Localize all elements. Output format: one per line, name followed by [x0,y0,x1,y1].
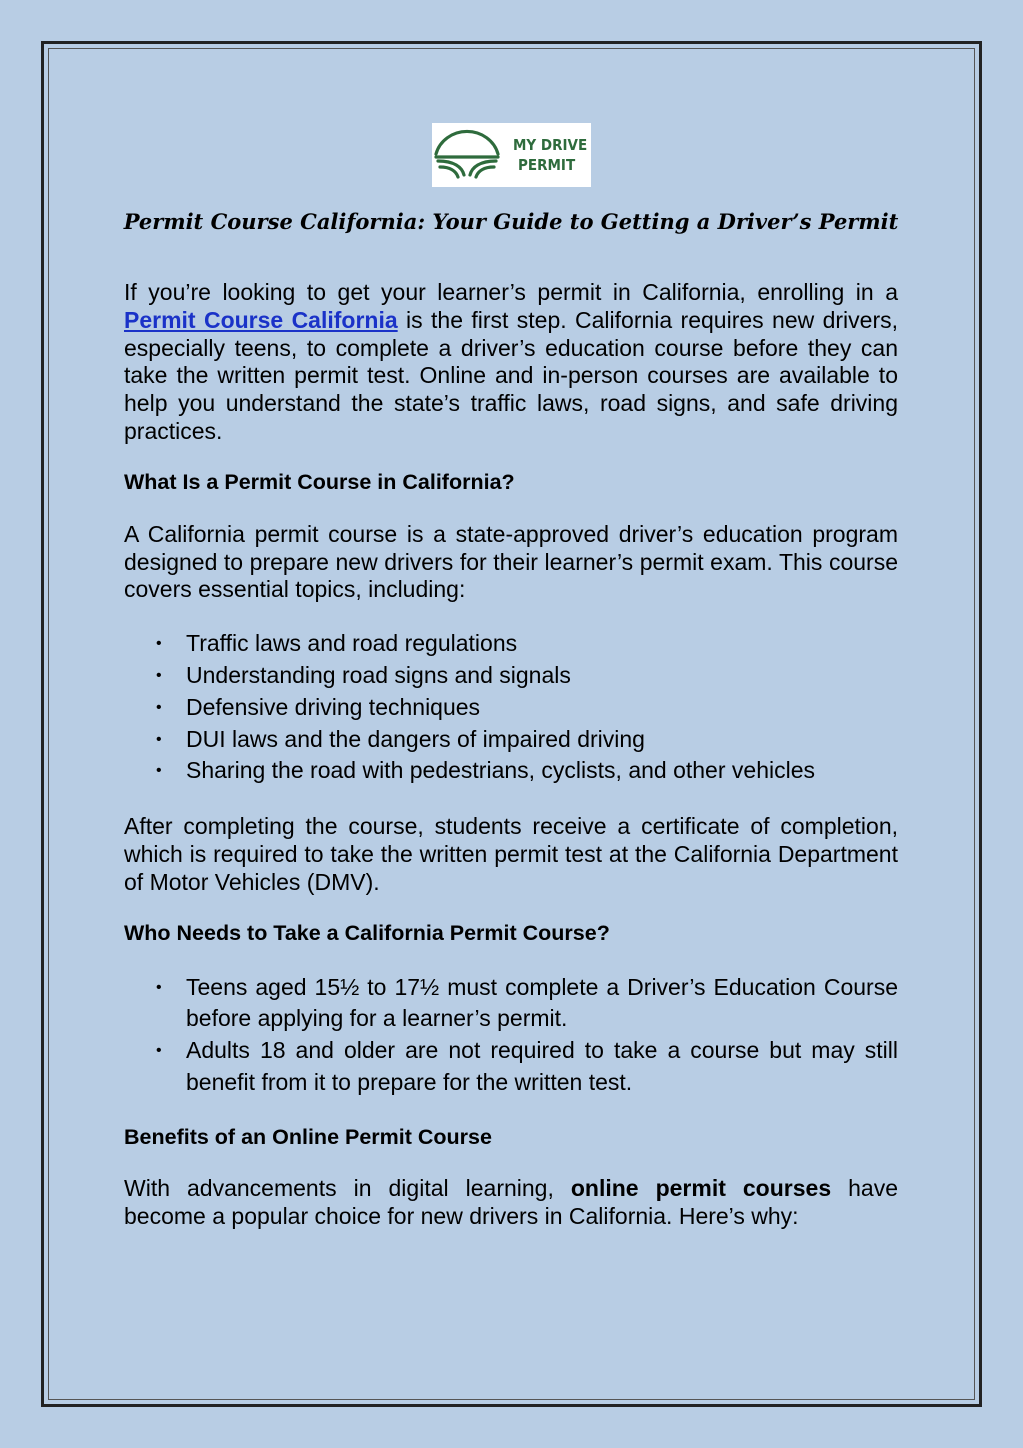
section-heading-what-is: What Is a Permit Course in California? [124,469,515,494]
logo-line1: MY DRIVE [513,136,588,154]
permit-course-california-link[interactable]: Permit Course California [124,306,398,333]
list-item: • Defensive driving techniques [124,692,898,724]
list-item: • Sharing the road with pedestrians, cyclists, and other vehicles [124,755,898,787]
online-permit-courses-bold: online permit courses [570,1174,832,1201]
intro-text-end: is the first step. California requires new drivers, especially teens, to complete a driver’s education course before they can take the written permit test. Online and in-person courses are available to help you understand the state’s traffic laws, road signs, and safe driving practices. [124,306,898,444]
section-heading-who-needs: Who Needs to Take a California Permit Course? [124,920,610,945]
section1-after-paragraph: After completing the course, students receive a certificate of completion, which is required to take the written permit test at the California Department of Motor Vehicles (DMV). [124,813,898,895]
list-item: • Teens aged 15½ to 17½ must complete a Driver’s Education Course before applying for a learner’s permit. [124,972,898,1036]
benefits-paragraph [124,1175,898,1231]
intro-paragraph [124,279,898,446]
page-title: Permit Course California: Your Guide to Getting a Driver’s Permit [123,209,899,234]
my-drive-permit-logo [432,123,591,187]
logo-line2: PERMIT [518,156,576,174]
list-item: • DUI laws and the dangers of impaired driving [124,724,898,756]
list-item: • Traffic laws and road regulations [124,628,898,660]
benefits-text-end: have become a popular choice for new drivers in California. Here’s why: [124,1174,898,1229]
section-heading-benefits: Benefits of an Online Permit Course [124,1124,492,1149]
benefits-text-start: With advancements in digital learning, [124,1174,571,1201]
list-item: • Adults 18 and older are not required to take a course but may still benefit from it to prepare for the written test. [124,1035,898,1099]
intro-text-start: If you’re looking to get your learner’s permit in California, enrolling in a [124,279,898,305]
section1-paragraph: A California permit course is a state-approved driver’s education program designed to prepare new drivers for their learner’s permit exam. This course covers essential topics, including: [124,520,898,603]
list-item: • Understanding road signs and signals [124,660,898,692]
document-content [124,200,898,1230]
who-needs-list [124,972,898,1099]
topics-list [124,628,898,787]
